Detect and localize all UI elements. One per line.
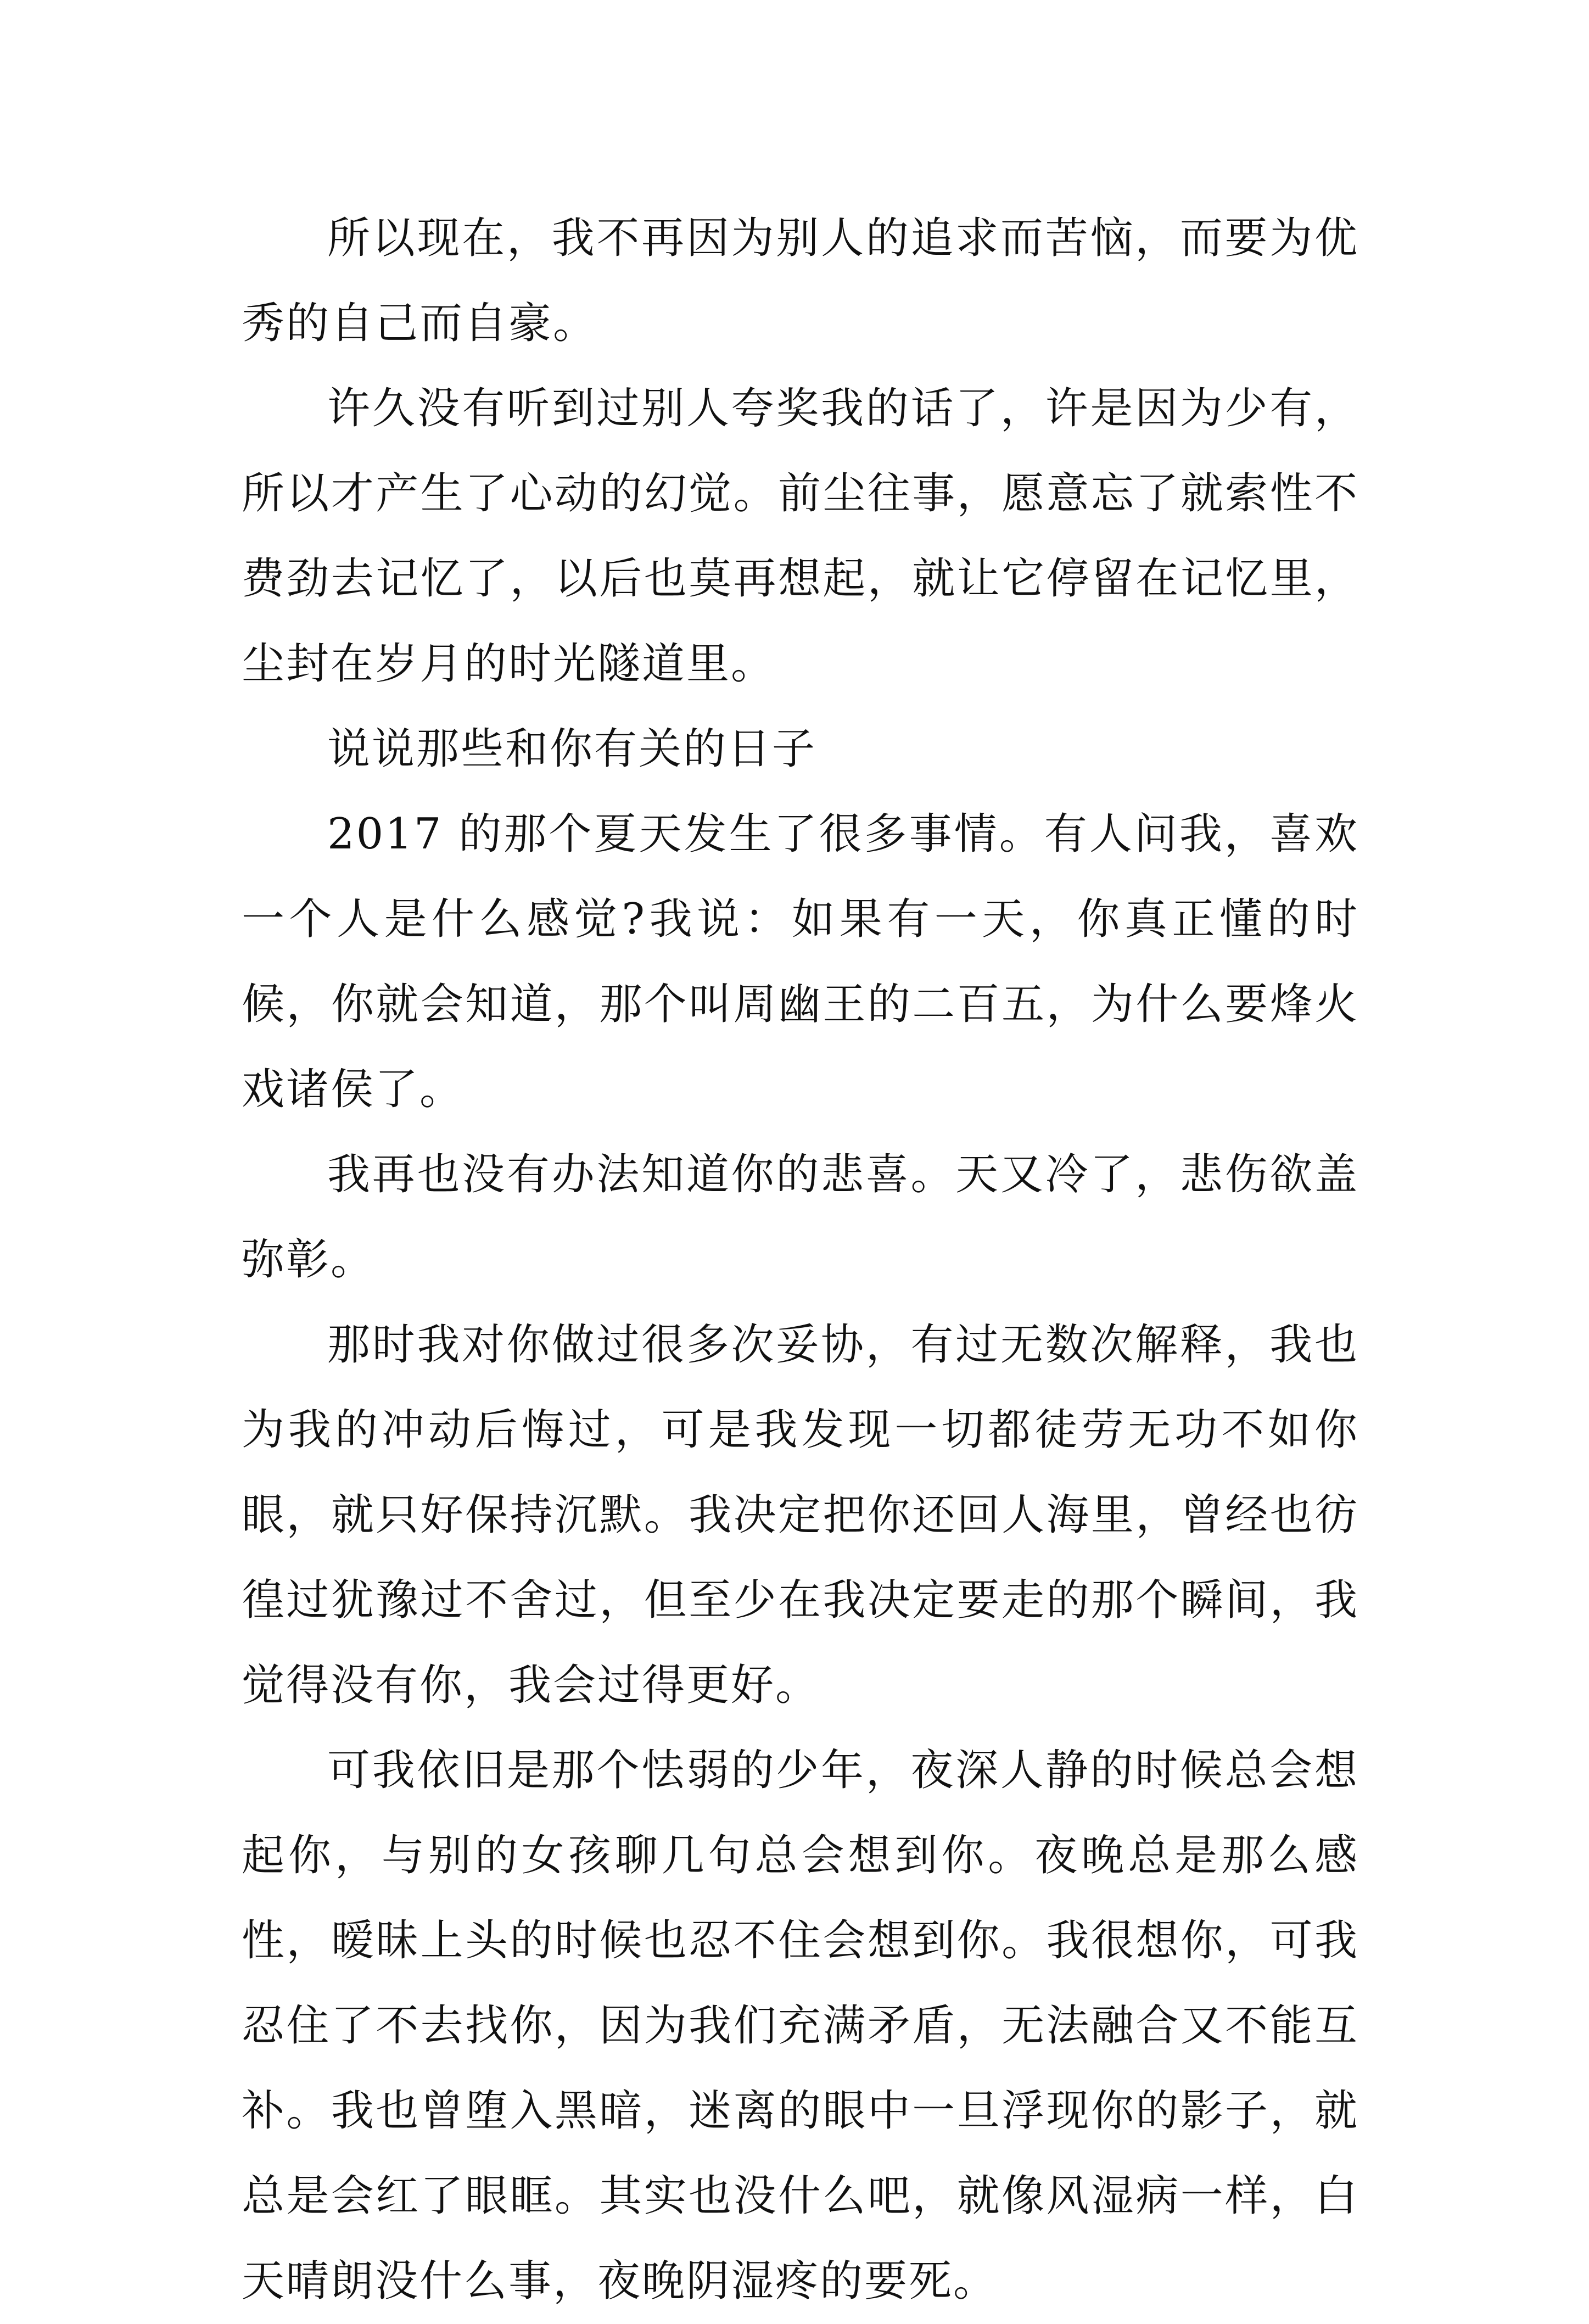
paragraph-4: 我再也没有办法知道你的悲喜。天又冷了，悲伤欲盖弥彰。: [242, 1150, 1359, 1284]
paragraph-6: 可我依旧是那个怯弱的少年，夜深人静的时候总会想起你，与别的女孩聊几句总会想到你。夜晚总是那么感性，暧昧上头的时候也忍不住会想到你。我很想你，可我忍住了不去找你，因为我们充满矛盾，无法融合又不能互补。我也曾堕入黑暗，迷离的眼中一旦浮现你的影子，就总是会红了眼眶。其实也没什么吧，就像风湿病一样，白天晴朗没什么事，夜晚阴湿疼的要死。: [242, 1746, 1359, 2306]
paragraph-1: 所以现在，我不再因为别人的追求而苦恼，而要为优秀的自己而自豪。: [242, 214, 1359, 348]
paragraph-3: 2017 的那个夏天发生了很多事情。有人问我，喜欢一个人是什么感觉?我说：如果有一天，你真正懂的时候，你就会知道，那个叫周幽王的二百五，为什么要烽火戏诸侯了。: [242, 809, 1359, 1114]
paragraph-5: 那时我对你做过很多次妥协，有过无数次解释，我也为我的冲动后悔过，可是我发现一切都徒劳无功不如你眼，就只好保持沉默。我决定把你还回人海里，曾经也彷徨过犹豫过不舍过，但至少在我决定要走的那个瞬间，我觉得没有你，我会过得更好。: [242, 1320, 1359, 1710]
paragraph-2: 许久没有听到过别人夸奖我的话了，许是因为少有，所以才产生了心动的幻觉。前尘往事，愿意忘了就索性不费劲去记忆了，以后也莫再想起，就让它停留在记忆里，尘封在岁月的时光隧道里。: [242, 384, 1359, 689]
section-heading: 说说那些和你有关的日子: [327, 724, 817, 774]
document-body: [242, 196, 1359, 2324]
